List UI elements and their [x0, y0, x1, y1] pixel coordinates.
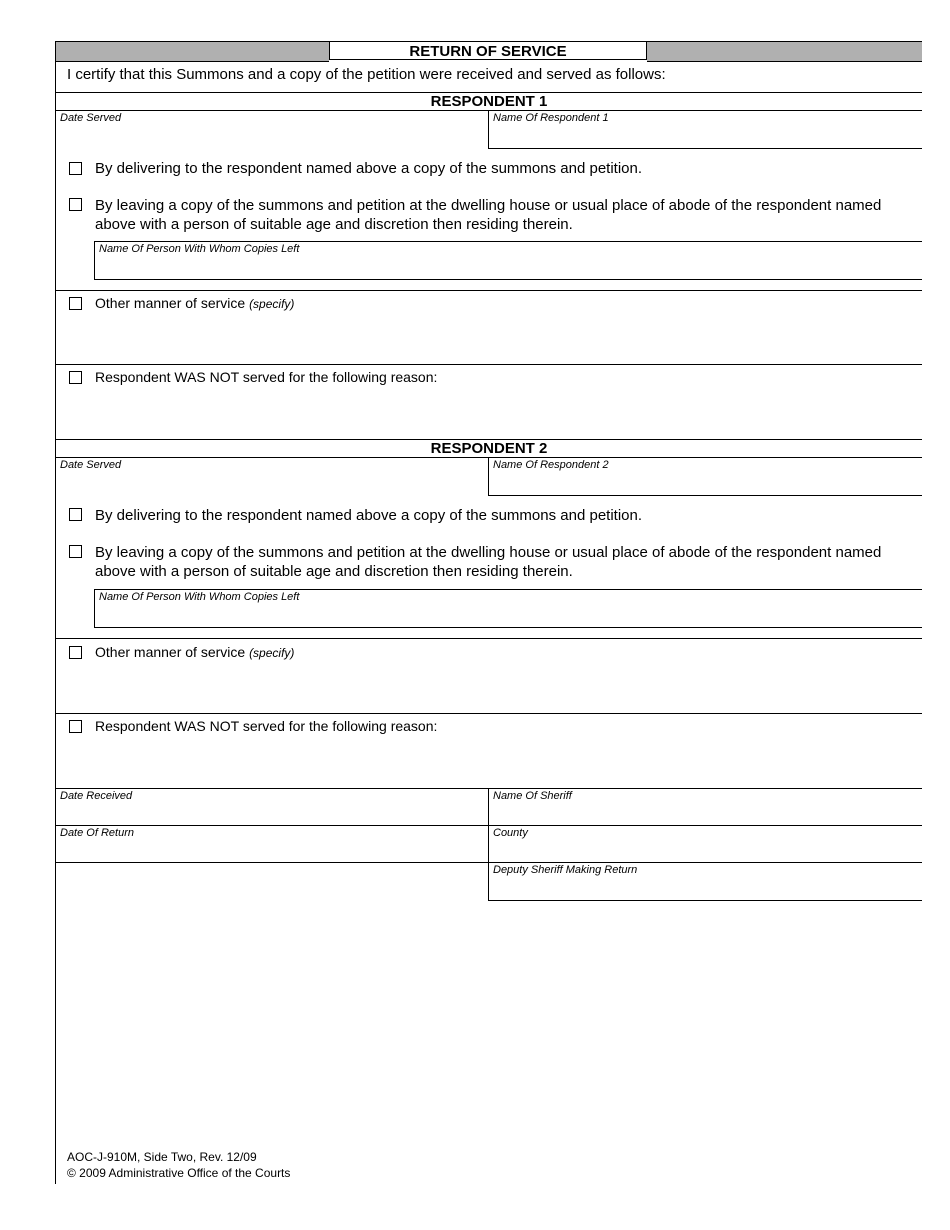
- r2-other-label: Other manner of service: [95, 644, 246, 660]
- r2-deliver-checkbox[interactable]: [69, 508, 82, 521]
- r2-not-served-checkbox[interactable]: [69, 720, 82, 733]
- r1-other-label: Other manner of service: [95, 295, 246, 311]
- r1-date-served-label: Date Served: [60, 112, 122, 124]
- r1-leave-text-line2: above with a person of suitable age and discretion then residing therein.: [95, 216, 573, 233]
- date-of-return-field[interactable]: [56, 826, 488, 862]
- divider: [94, 279, 922, 280]
- county-field[interactable]: [489, 826, 922, 862]
- r2-other-text: [95, 644, 294, 662]
- divider: [56, 713, 922, 714]
- r1-date-served-field[interactable]: [56, 111, 488, 148]
- divider: [56, 638, 922, 639]
- r1-not-served-text: Respondent WAS NOT served for the following reason:: [95, 369, 438, 385]
- r1-name-field[interactable]: [489, 111, 922, 148]
- copyright: © 2009 Administrative Office of the Courts: [67, 1166, 291, 1180]
- r2-other-checkbox[interactable]: [69, 646, 82, 659]
- r1-copies-left-label: Name Of Person With Whom Copies Left: [99, 243, 300, 255]
- form-title: RETURN OF SERVICE: [329, 41, 647, 60]
- r1-other-checkbox[interactable]: [69, 297, 82, 310]
- r1-not-served-reason-field[interactable]: [95, 389, 922, 437]
- r1-not-served-checkbox[interactable]: [69, 371, 82, 384]
- divider: [94, 627, 922, 628]
- name-of-sheriff-label: Name Of Sheriff: [493, 790, 572, 802]
- r2-deliver-text: By delivering to the respondent named above a copy of the summons and petition.: [95, 507, 643, 524]
- respondent-1-title: RESPONDENT 1: [430, 93, 548, 110]
- r2-date-served-field[interactable]: [56, 458, 488, 495]
- r1-name-label: Name Of Respondent 1: [493, 112, 609, 124]
- form-id: AOC-J-910M, Side Two, Rev. 12/09: [67, 1150, 257, 1164]
- r1-copies-left-field[interactable]: [95, 242, 922, 279]
- r1-deliver-text: By delivering to the respondent named above a copy of the summons and petition.: [95, 160, 643, 177]
- header-shade-right: [647, 41, 922, 62]
- certify-statement: I certify that this Summons and a copy of the petition were received and served as follows:: [67, 66, 666, 83]
- r1-leave-text-line1: By leaving a copy of the summons and petition at the dwelling house or usual place of abode of the respondent named: [95, 197, 882, 214]
- date-received-label: Date Received: [60, 790, 133, 802]
- r2-name-label: Name Of Respondent 2: [493, 459, 609, 471]
- respondent-2-title: RESPONDENT 2: [430, 440, 548, 457]
- r2-leave-text-line1: By leaving a copy of the summons and petition at the dwelling house or usual place of abode of the respondent named: [95, 544, 882, 561]
- divider: [56, 290, 922, 291]
- divider: [488, 148, 922, 149]
- left-border: [55, 41, 56, 1184]
- r2-other-specify: (specify): [249, 646, 295, 660]
- divider: [488, 900, 922, 901]
- deputy-sheriff-field[interactable]: [489, 863, 922, 900]
- r1-other-text: [95, 295, 294, 313]
- r1-other-field[interactable]: [95, 315, 922, 363]
- header-shade-left: [56, 41, 329, 62]
- divider: [56, 364, 922, 365]
- r2-copies-left-field[interactable]: [95, 590, 922, 627]
- date-of-return-label: Date Of Return: [60, 827, 134, 839]
- date-received-field[interactable]: [56, 789, 488, 825]
- r2-name-field[interactable]: [489, 458, 922, 495]
- r2-leave-checkbox[interactable]: [69, 545, 82, 558]
- r2-not-served-text: Respondent WAS NOT served for the following reason:: [95, 718, 438, 734]
- r2-other-field[interactable]: [95, 664, 922, 712]
- r1-leave-checkbox[interactable]: [69, 198, 82, 211]
- name-of-sheriff-field[interactable]: [489, 789, 922, 825]
- r2-leave-text-line2: above with a person of suitable age and discretion then residing therein.: [95, 563, 573, 580]
- r2-date-served-label: Date Served: [60, 459, 122, 471]
- county-label: County: [493, 827, 528, 839]
- r1-deliver-checkbox[interactable]: [69, 162, 82, 175]
- r2-not-served-reason-field[interactable]: [95, 738, 922, 786]
- r1-other-specify: (specify): [249, 297, 295, 311]
- r2-copies-left-label: Name Of Person With Whom Copies Left: [99, 591, 300, 603]
- divider: [488, 495, 922, 496]
- deputy-sheriff-label: Deputy Sheriff Making Return: [493, 864, 638, 876]
